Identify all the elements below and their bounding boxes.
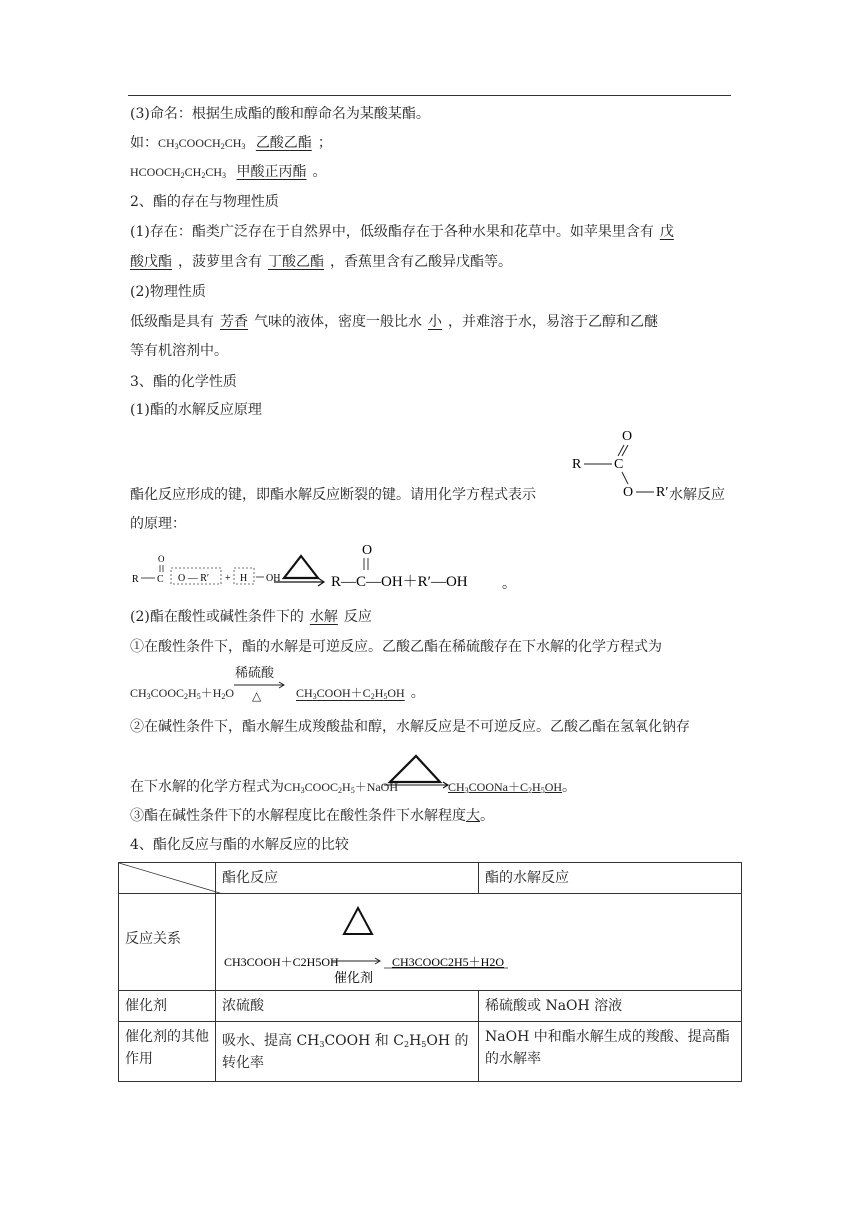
formula: $HCOOCH_2CH_2CH_3$ <box>130 165 227 180</box>
table-row <box>119 1022 742 1082</box>
header-rule <box>128 95 731 96</box>
catalyst-hydrolysis: 稀硫酸或 NaOH 溶液 <box>479 991 742 1022</box>
table-row <box>119 894 742 991</box>
carbonyl-oxygen: O <box>622 429 633 444</box>
answer-blank: 乙酸乙酯 <box>255 135 312 151</box>
table-row <box>119 991 742 1022</box>
reaction-relation-cell <box>216 894 742 991</box>
hydrolysis-principle-heading: (1)酯的水解反应原理 <box>130 402 262 418</box>
naming-example-2: $HCOOCH_2CH_2CH_3$ 甲酸正丙酯 。 <box>130 164 327 180</box>
plus-sign: + <box>225 573 231 584</box>
diagonal-line <box>119 863 223 894</box>
physical-props-line-2: 等有机溶剂中。 <box>130 343 228 359</box>
answer-blank: $CH_3COONa+C_2H_5OH$ <box>448 780 563 795</box>
acid-base-heading: (2)酯在酸性或碱性条件下的 水解 反应 <box>130 609 372 625</box>
product-carbonyl-oxygen: O <box>362 543 373 558</box>
hydroxyl-text: OH <box>266 573 281 584</box>
section-4-heading: 4、酯化反应与酯的水解反应的比较 <box>130 837 349 853</box>
hydrolysis-mechanism <box>126 540 526 596</box>
row-label: 催化剂 <box>119 991 216 1022</box>
answer-blank: 戊 <box>659 224 674 240</box>
other-role-hydrolysis: NaOH 中和酯水解生成的羧酸、提高酯的水解率 <box>479 1022 742 1082</box>
physical-props-heading: (2)物理性质 <box>130 284 206 300</box>
box1-text: O — R′ <box>178 573 210 584</box>
acid-product: $CH_3COOH+C_2H_5OH$ 。 <box>290 683 425 703</box>
section-2-heading: 2、酯的存在与物理性质 <box>130 194 279 210</box>
left-carbon: C <box>157 574 164 585</box>
catalyst-label: 催化剂 <box>334 971 374 986</box>
hydrolysis-degree: ③酯在碱性条件下的水解程度比在酸性条件下水解程度大。 <box>130 808 494 824</box>
answer-blank: 芳香 <box>220 314 248 330</box>
header-hydrolysis: 酯的水解反应 <box>479 863 742 894</box>
answer-blank: 酸戊酯 <box>130 254 172 270</box>
carbon-atom: C <box>614 457 624 472</box>
left-carbonyl-oxygen: O <box>158 554 165 564</box>
answer-blank: 水解 <box>309 609 338 625</box>
answer-blank: 小 <box>428 314 442 330</box>
r-group: R <box>572 457 582 472</box>
answer-blank: 丁酸乙酯 <box>268 254 324 270</box>
bond-line <box>622 472 628 484</box>
box2-text: H <box>240 573 248 584</box>
naming-example-1: 如：$CH_3COOCH_2CH_3$ 乙酸乙酯 ； <box>130 135 332 151</box>
hydrolysis-principle-tail: 水解反应 <box>669 487 725 503</box>
ester-oxygen: O <box>623 485 634 500</box>
answer-blank: 大 <box>466 808 480 824</box>
reaction-relation-equation <box>216 894 516 990</box>
row-label: 催化剂的其他作用 <box>119 1022 216 1082</box>
formula: $CH_3COOC_2H_5+H_2O$ <box>130 686 235 701</box>
catalyst-esterification: 浓硫酸 <box>216 991 479 1022</box>
physical-props-line-1: 低级酯是具有 芳香 气味的液体，密度一般比水 小 ，并难溶于水，易溶于乙醇和乙醚 <box>130 314 658 330</box>
formula: $CH_3COOCH_2CH_3$ <box>158 136 246 151</box>
heat-triangle-icon <box>344 908 372 934</box>
row-label: 反应关系 <box>119 894 216 991</box>
formula: $CH_3COOC_2H_5+NaOH$ <box>284 780 399 795</box>
header-esterification: 酯化反应 <box>216 863 479 894</box>
comparison-table <box>118 862 742 1082</box>
naming-title: (3)命名：根据生成酯的酸和醇命名为某酸某酯。 <box>130 106 430 122</box>
answer-blank: 甲酸正丙酯 <box>236 164 307 180</box>
base-arrow <box>382 752 454 792</box>
base-product: $CH_3COONa+C_2H_5OH$。 <box>448 779 577 795</box>
section-3-heading: 3、酯的化学性质 <box>130 374 237 390</box>
hydrolysis-principle-text: 酯化反应形成的键，即酯水解反应断裂的键。请用化学方程式表示 <box>130 487 536 503</box>
acid-condition-bottom: △ <box>252 689 262 703</box>
r-prime-group: R′ <box>656 485 669 500</box>
heat-triangle-icon <box>284 556 318 578</box>
table-header-row <box>119 863 742 894</box>
existence-line-2: 酸戊酯 ，菠萝里含有 丁酸乙酯 ，香蕉里含有乙酸异戊酯等。 <box>130 254 512 270</box>
acid-hydrolysis-text: ①在酸性条件下，酯的水解是可逆反应。乙酸乙酯在稀硫酸存在下水解的化学方程式为 <box>130 639 662 655</box>
acid-condition-top: 稀硫酸 <box>235 666 275 681</box>
other-role-esterification: 吸水、提高 $CH_3COOH$ 和 $C_2H_5OH$ 的转化率 <box>216 1022 479 1082</box>
base-equation: 在下水解的化学方程式为$CH_3COOC_2H_5+NaOH$ <box>130 779 399 795</box>
left-r-group: R <box>132 574 139 585</box>
product-equation: R—C—OH＋R′—OH <box>331 574 468 590</box>
heat-triangle-icon <box>390 756 440 782</box>
reactants: CH3COOH＋C2H5OH <box>224 955 339 969</box>
existence-line-1: (1)存在：酯类广泛存在于自然界中，低级酯存在于各种水果和花草中。如苹果里含有 戊 <box>130 222 680 242</box>
answer-blank: $CH_3COOH+C_2H_5OH$ <box>296 686 405 701</box>
products: CH3COOC2H5＋H2O <box>392 955 505 969</box>
period: 。 <box>502 576 516 592</box>
diagonal-header-cell <box>119 863 216 894</box>
base-hydrolysis-text: ②在碱性条件下，酯水解生成羧酸盐和醇，水解反应是不可逆反应。乙酸乙酯在氢氧化钠存 <box>130 719 690 735</box>
acid-equation <box>130 683 234 703</box>
hydrolysis-principle-end: 的原理： <box>130 516 186 532</box>
